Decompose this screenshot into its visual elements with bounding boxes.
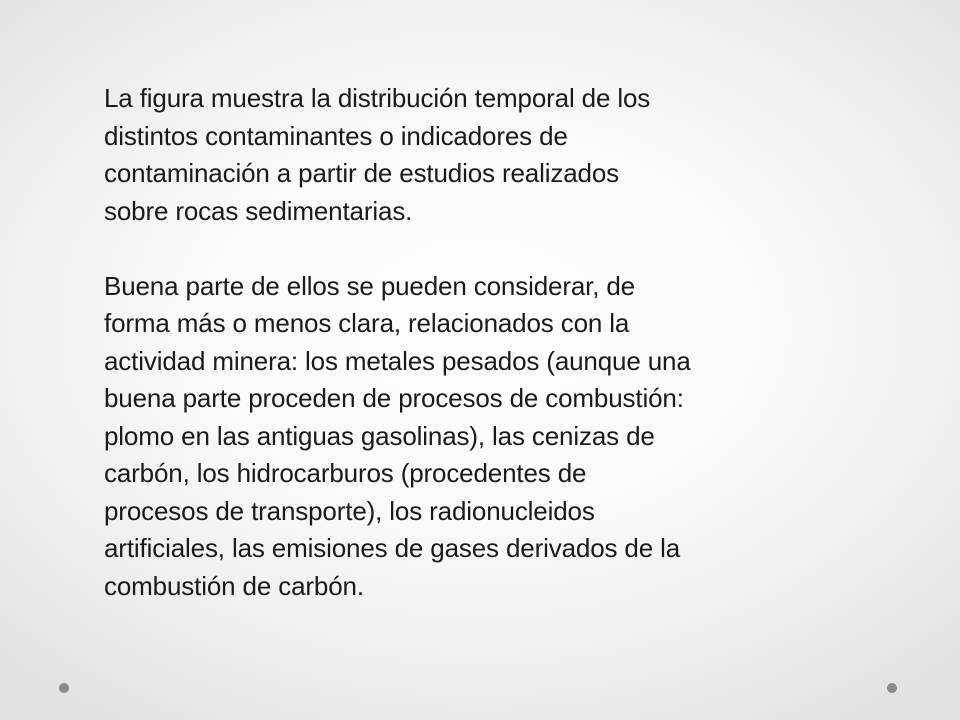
decorative-dot-right [887, 683, 897, 693]
paragraph-intro: La figura muestra la distribución temporal de los distintos contaminantes o indicadores de contaminación a partir de estudios realizados sobre rocas sedimentarias. [104, 83, 651, 226]
slide-text-body [104, 80, 824, 605]
paragraph-detail: Buena parte de ellos se pueden considerar, de forma más o menos clara, relacionados con la actividad minera: los metales pesados (aunque una buena parte proceden de procesos de combustión: plomo en las antiguas gasolinas), las cenizas de carbón, los hidrocarburos (procedentes de procesos de transporte), los radionucleidos artificiales, las emisiones de gases derivados de la combustión de carbón. [104, 270, 691, 601]
decorative-dot-left [59, 683, 69, 693]
